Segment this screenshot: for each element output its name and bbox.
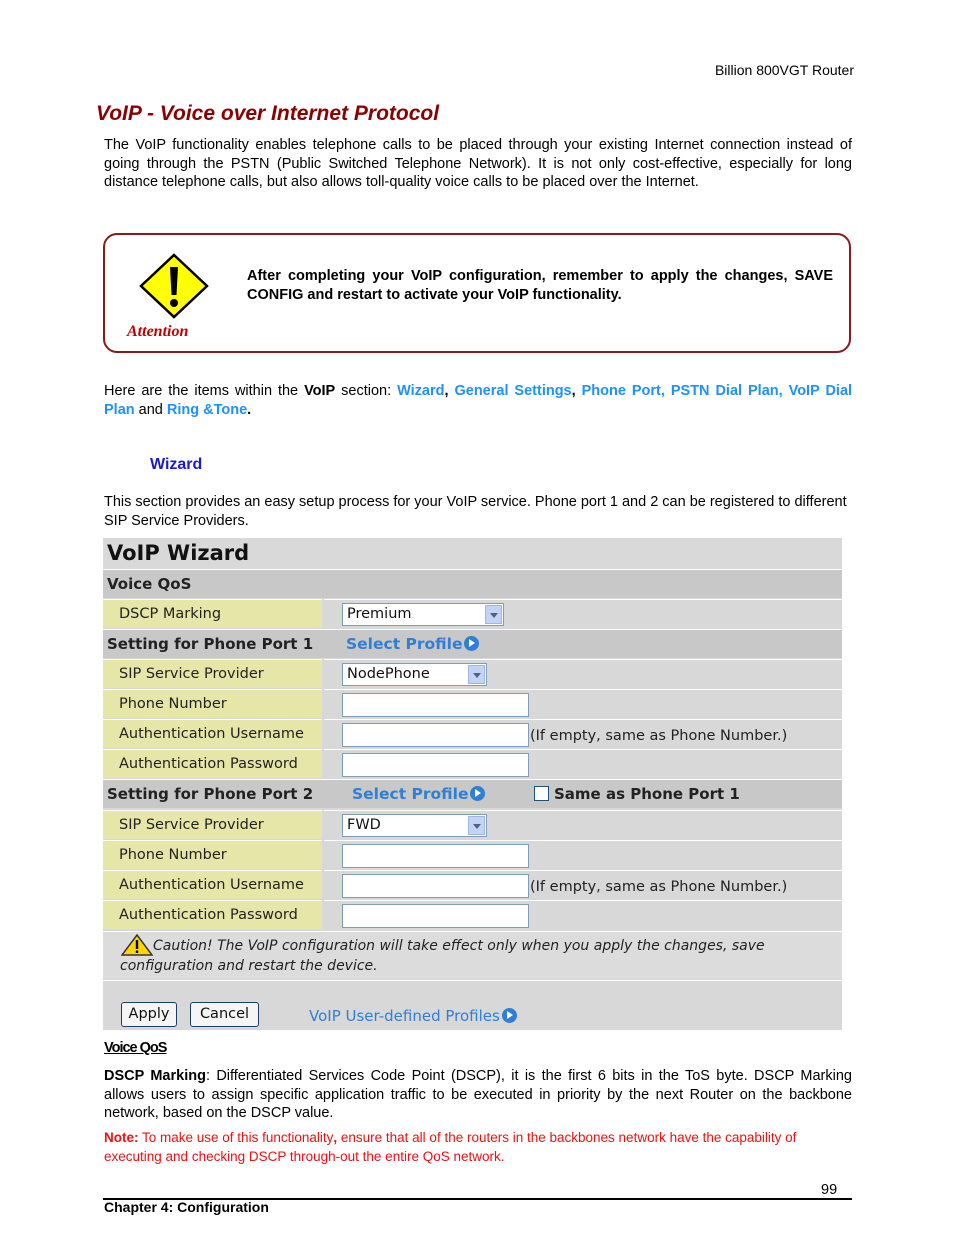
page-number: 99: [821, 1182, 838, 1198]
panel-title: VoIP Wizard: [103, 538, 842, 569]
wizard-heading: Wizard: [150, 456, 203, 473]
dscp-term: DSCP Marking: [104, 1068, 206, 1084]
port2-sip-provider-select[interactable]: FWD: [342, 814, 487, 837]
note-paragraph: Note: To make use of this functionality, ensure that all of the routers in the backbones network have the capability of executing and checking DSCP through-out the entire QoS network.: [104, 1130, 797, 1164]
page-title: VoIP - Voice over Internet Protocol: [96, 102, 440, 125]
row-port2-phone: Phone Number: [103, 840, 842, 869]
link-voip-dial-plan[interactable]: VoIP Dial Plan: [104, 383, 853, 418]
caution-text: Caution! The VoIP configuration will take effect only when you apply the changes, save configuration and restart the device.: [120, 938, 765, 974]
port1-phone-number-input[interactable]: [342, 693, 529, 717]
attention-box: [103, 233, 851, 353]
section-phone-port-2: Setting for Phone Port 2 Select Profile Same as Phone Port 1: [103, 779, 842, 808]
link-general-settings[interactable]: General Settings: [454, 383, 572, 399]
row-port1-auth-pass: Authentication Password: [103, 749, 842, 778]
button-bar: [103, 980, 842, 1030]
row-port2-sip: SIP Service Provider FWD: [103, 810, 842, 839]
chevron-down-icon[interactable]: [468, 665, 485, 684]
select-profile-link-port2[interactable]: Select Profile: [352, 780, 485, 809]
row-port2-auth-pass: Authentication Password: [103, 900, 842, 929]
document-header: Billion 800VGT Router: [714, 62, 854, 78]
same-as-port1-checkbox[interactable]: [534, 786, 549, 801]
port2-auth-password-input[interactable]: [342, 904, 529, 928]
link-phone-port-pstn[interactable]: Phone Port, PSTN Dial Plan,: [581, 383, 783, 399]
warning-diamond-icon: [139, 253, 209, 319]
section-phone-port-1: Setting for Phone Port 1 Select Profile: [103, 629, 842, 658]
port1-sip-provider-select[interactable]: NodePhone: [342, 663, 487, 686]
row-port1-auth-user: Authentication Username (If empty, same as Phone Number.): [103, 719, 842, 748]
note-label: Note:: [104, 1130, 139, 1145]
port1-auth-username-input[interactable]: [342, 723, 529, 747]
attention-label: Attention: [127, 323, 189, 340]
dscp-marking-select[interactable]: Premium: [342, 603, 504, 626]
arrow-right-circle-icon: [470, 786, 485, 801]
section-voice-qos: Voice QoS: [103, 569, 842, 598]
port1-auth-hint: (If empty, same as Phone Number.): [530, 728, 788, 744]
intro-paragraph: The VoIP functionality enables telephone calls to be placed through your existing Internet connection instead of going through the PSTN (Public Switched Telephone Network). It is not only cost-effective, especially for long distance telephone calls, but also allows toll-quality voice calls to be placed over the Internet.: [104, 137, 852, 190]
arrow-right-circle-icon: [464, 636, 479, 651]
port1-auth-password-input[interactable]: [342, 753, 529, 777]
wizard-intro: This section provides an easy setup process for your VoIP service. Phone port 1 and 2 can be registered to different SIP Service Providers.: [104, 494, 847, 529]
attention-text: After completing your VoIP configuration, remember to apply the changes, SAVE CONFIG and restart to activate your VoIP functionality.: [247, 268, 833, 303]
row-port1-sip: SIP Service Provider NodePhone: [103, 659, 842, 688]
row-port1-phone: Phone Number: [103, 689, 842, 718]
arrow-right-circle-icon: [502, 1008, 517, 1023]
link-wizard[interactable]: Wizard: [397, 383, 445, 399]
caution-message: [103, 931, 842, 979]
voip-wizard-panel: [103, 538, 842, 1030]
dscp-description: DSCP Marking: Differentiated Services Code Point (DSCP), it is the first 6 bits in the ToS byte. DSCP Marking allows users to assign specific application traffic to be executed in priority by the next Router on the backbone network, based on the DSCP value.: [104, 1068, 852, 1121]
same-as-port1-label: Same as Phone Port 1: [554, 785, 740, 803]
port2-auth-hint: (If empty, same as Phone Number.): [530, 879, 788, 895]
row-dscp-marking: DSCP Marking Premium: [103, 599, 842, 628]
footer-chapter: Chapter 4: Configuration: [104, 1199, 269, 1215]
items-paragraph: Here are the items within the VoIP section: Wizard, General Settings, Phone Port, PSTN Dial Plan, VoIP Dial Plan and Ring &Tone.: [104, 383, 853, 418]
cancel-button[interactable]: Cancel: [190, 1002, 259, 1027]
voip-section-name: VoIP: [304, 383, 336, 399]
port2-phone-number-input[interactable]: [342, 844, 529, 868]
port2-auth-username-input[interactable]: [342, 874, 529, 898]
voip-user-defined-profiles-link[interactable]: VoIP User-defined Profiles: [309, 1007, 517, 1025]
row-port2-auth-user: Authentication Username (If empty, same as Phone Number.): [103, 870, 842, 899]
apply-button[interactable]: Apply: [121, 1002, 177, 1027]
link-ring-tone[interactable]: Ring &Tone: [166, 402, 248, 418]
select-profile-link-port1[interactable]: Select Profile: [346, 630, 479, 659]
chevron-down-icon[interactable]: [485, 605, 502, 624]
voice-qos-heading: Voice QoS: [104, 1040, 167, 1056]
chevron-down-icon[interactable]: [468, 816, 485, 835]
